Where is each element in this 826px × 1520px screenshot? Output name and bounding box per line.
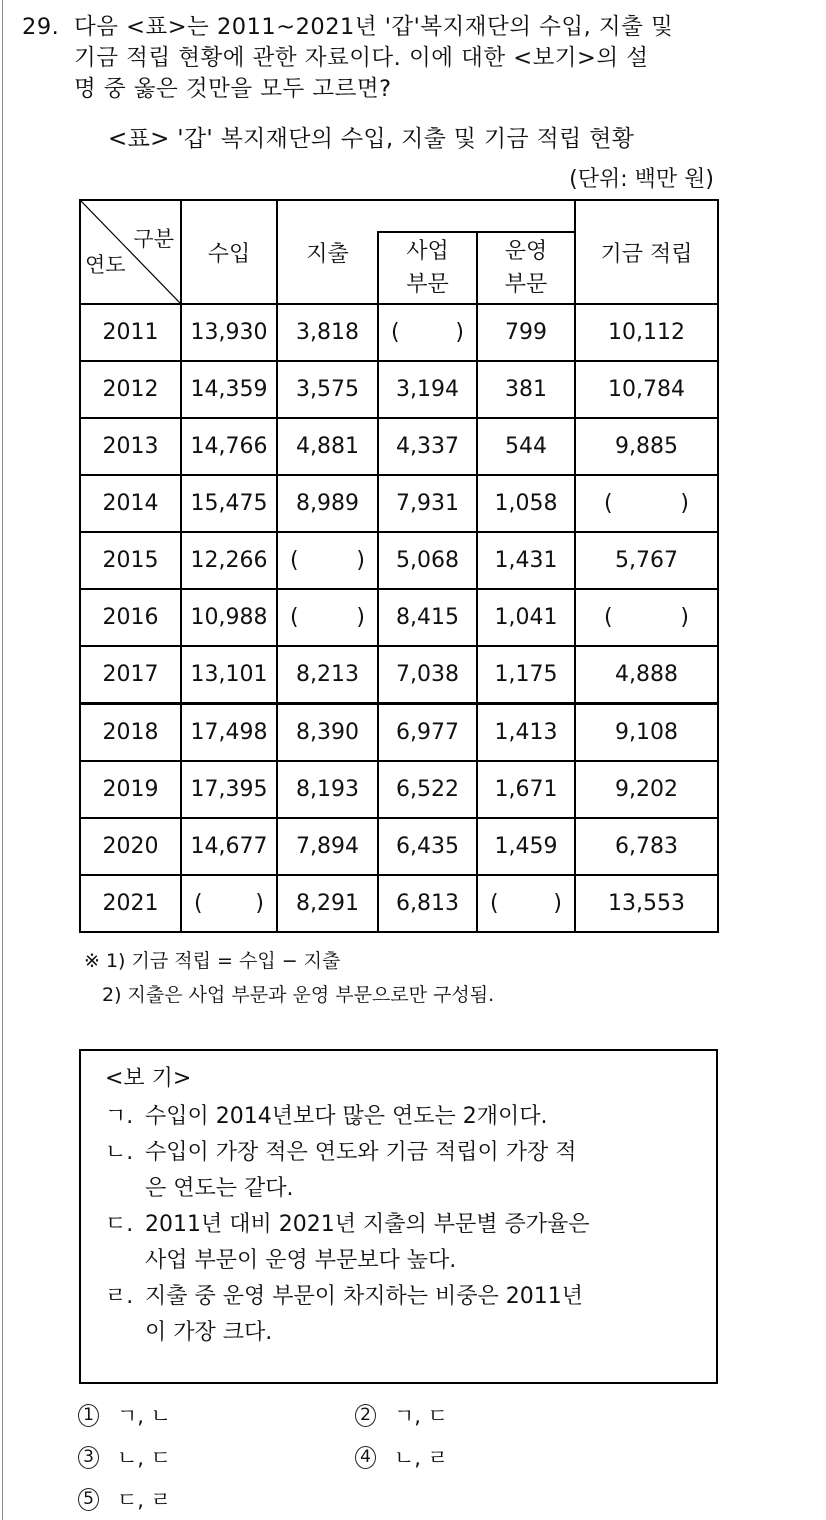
cell-year: 2015 bbox=[80, 532, 181, 589]
bogi-label: ㄹ. bbox=[105, 1284, 134, 1309]
cell-business: 6,522 bbox=[378, 761, 477, 818]
cell-expense: 8,291 bbox=[277, 875, 378, 932]
bogi-title: <보 기> bbox=[105, 1066, 192, 1091]
choice-number-circle: 4 bbox=[355, 1446, 376, 1469]
cell-income: 14,766 bbox=[181, 418, 277, 475]
cell-income: 17,498 bbox=[181, 704, 277, 762]
bogi-label: ㄷ. bbox=[105, 1212, 134, 1237]
cell-operation: 1,058 bbox=[477, 475, 575, 532]
cell-income-blank: ( ) bbox=[181, 875, 277, 932]
corner-category-label: 구분 bbox=[133, 227, 174, 251]
header-expense: 지출 bbox=[277, 200, 378, 304]
cell-operation: 381 bbox=[477, 361, 575, 418]
table-row bbox=[80, 589, 718, 646]
cell-business: 5,068 bbox=[378, 532, 477, 589]
table-row bbox=[80, 761, 718, 818]
cell-expense: 4,881 bbox=[277, 418, 378, 475]
cell-expense: 3,818 bbox=[277, 304, 378, 361]
cell-fund: 5,767 bbox=[575, 532, 718, 589]
cell-fund: 10,784 bbox=[575, 361, 718, 418]
cell-year: 2019 bbox=[80, 761, 181, 818]
cell-operation: 1,175 bbox=[477, 646, 575, 704]
header-operation: 운영 부문 bbox=[477, 232, 575, 304]
choice-number-circle: 3 bbox=[78, 1446, 99, 1469]
note-mark: ※ bbox=[84, 950, 100, 972]
cell-operation: 544 bbox=[477, 418, 575, 475]
cell-fund: 4,888 bbox=[575, 646, 718, 704]
choice-2[interactable]: 2 ㄱ, ㄷ bbox=[355, 1400, 448, 1430]
question-number: 29. bbox=[22, 14, 60, 40]
question-line-3: 명 중 옳은 것만을 모두 고르면? bbox=[74, 76, 392, 102]
table-title: <표> '갑' 복지재단의 수입, 지출 및 기금 적립 현황 bbox=[108, 126, 635, 152]
table-unit: (단위: 백만 원) bbox=[569, 167, 714, 192]
cell-income: 10,988 bbox=[181, 589, 277, 646]
cell-business: 7,931 bbox=[378, 475, 477, 532]
question-line-2: 기금 적립 현황에 관한 자료이다. 이에 대한 <보기>의 설 bbox=[74, 45, 649, 71]
note-1: ※ 1) 기금 적립 = 수입 − 지출 bbox=[84, 950, 341, 972]
data-table bbox=[79, 199, 719, 933]
cell-expense: 8,390 bbox=[277, 704, 378, 762]
cell-business: 8,415 bbox=[378, 589, 477, 646]
cell-fund-blank: ( ) bbox=[575, 475, 718, 532]
cell-year: 2021 bbox=[80, 875, 181, 932]
cell-business: 4,337 bbox=[378, 418, 477, 475]
note-2: 2) 지출은 사업 부문과 운영 부문으로만 구성됨. bbox=[102, 984, 495, 1006]
bogi-item-nieun: ㄴ. 수입이 가장 적은 연도와 기금 적립이 가장 적 은 연도는 같다. bbox=[105, 1135, 705, 1207]
cell-operation: 1,459 bbox=[477, 818, 575, 875]
cell-expense: 8,989 bbox=[277, 475, 378, 532]
cell-operation-blank: ( ) bbox=[477, 875, 575, 932]
cell-operation: 1,041 bbox=[477, 589, 575, 646]
cell-year: 2017 bbox=[80, 646, 181, 704]
cell-income: 14,359 bbox=[181, 361, 277, 418]
cell-income: 13,930 bbox=[181, 304, 277, 361]
table-notes bbox=[84, 944, 494, 1012]
bogi-items bbox=[105, 1099, 705, 1351]
choice-number-circle: 5 bbox=[78, 1488, 99, 1511]
bogi-label: ㄴ. bbox=[105, 1140, 134, 1165]
cell-business-blank: ( ) bbox=[378, 304, 477, 361]
choice-1[interactable]: 1 ㄱ, ㄴ bbox=[78, 1400, 171, 1430]
table-row bbox=[80, 304, 718, 361]
cell-operation: 1,413 bbox=[477, 704, 575, 762]
header-fund: 기금 적립 bbox=[575, 200, 718, 304]
cell-year: 2016 bbox=[80, 589, 181, 646]
cell-fund-blank: ( ) bbox=[575, 589, 718, 646]
cell-business: 6,435 bbox=[378, 818, 477, 875]
bogi-item-rieul: ㄹ. 지출 중 운영 부문이 차지하는 비중은 2011년 이 가장 크다. bbox=[105, 1279, 705, 1351]
cell-operation: 799 bbox=[477, 304, 575, 361]
cell-income: 14,677 bbox=[181, 818, 277, 875]
cell-operation: 1,431 bbox=[477, 532, 575, 589]
header-income: 수입 bbox=[181, 200, 277, 304]
choice-3[interactable]: 3 ㄴ, ㄷ bbox=[78, 1442, 171, 1472]
cell-expense: 8,213 bbox=[277, 646, 378, 704]
table-row bbox=[80, 475, 718, 532]
table-row bbox=[80, 818, 718, 875]
cell-business: 3,194 bbox=[378, 361, 477, 418]
cell-fund: 9,202 bbox=[575, 761, 718, 818]
header-business: 사업 부문 bbox=[378, 232, 477, 304]
cell-fund: 10,112 bbox=[575, 304, 718, 361]
choice-number-circle: 2 bbox=[355, 1404, 376, 1427]
cell-fund: 13,553 bbox=[575, 875, 718, 932]
cell-expense: 7,894 bbox=[277, 818, 378, 875]
cell-year: 2013 bbox=[80, 418, 181, 475]
cell-income: 15,475 bbox=[181, 475, 277, 532]
page-margin-rule bbox=[2, 0, 3, 1520]
bogi-box bbox=[79, 1049, 718, 1384]
cell-income: 13,101 bbox=[181, 646, 277, 704]
bogi-item-digeut: ㄷ. 2011년 대비 2021년 지출의 부문별 증가율은 사업 부문이 운영 부문보다 높다. bbox=[105, 1207, 705, 1279]
question-stem bbox=[22, 12, 802, 105]
choice-5[interactable]: 5 ㄷ, ㄹ bbox=[78, 1484, 171, 1514]
bogi-label: ㄱ. bbox=[105, 1104, 134, 1129]
cell-fund: 9,885 bbox=[575, 418, 718, 475]
table-row bbox=[80, 646, 718, 704]
cell-expense-blank: ( ) bbox=[277, 589, 378, 646]
cell-year: 2018 bbox=[80, 704, 181, 762]
cell-business: 7,038 bbox=[378, 646, 477, 704]
question-line-1: 29. 다음 <표>는 2011~2021년 '갑'복지재단의 수입, 지출 및 bbox=[22, 12, 802, 43]
choice-number-circle: 1 bbox=[78, 1404, 99, 1427]
table-row bbox=[80, 361, 718, 418]
bogi-item-giyeok: ㄱ. 수입이 2014년보다 많은 연도는 2개이다. bbox=[105, 1099, 705, 1135]
cell-business: 6,977 bbox=[378, 704, 477, 762]
header-expense-span bbox=[378, 200, 575, 232]
cell-year: 2011 bbox=[80, 304, 181, 361]
cell-expense-blank: ( ) bbox=[277, 532, 378, 589]
cell-year: 2012 bbox=[80, 361, 181, 418]
cell-fund: 9,108 bbox=[575, 704, 718, 762]
cell-operation: 1,671 bbox=[477, 761, 575, 818]
table-row bbox=[80, 418, 718, 475]
cell-expense: 8,193 bbox=[277, 761, 378, 818]
corner-year-label: 연도 bbox=[85, 253, 126, 277]
table-row bbox=[80, 875, 718, 932]
table-row bbox=[80, 704, 718, 762]
cell-fund: 6,783 bbox=[575, 818, 718, 875]
corner-header bbox=[80, 200, 181, 304]
cell-income: 17,395 bbox=[181, 761, 277, 818]
table-row bbox=[80, 532, 718, 589]
cell-income: 12,266 bbox=[181, 532, 277, 589]
cell-year: 2020 bbox=[80, 818, 181, 875]
choice-4[interactable]: 4 ㄴ, ㄹ bbox=[355, 1442, 448, 1472]
cell-expense: 3,575 bbox=[277, 361, 378, 418]
cell-year: 2014 bbox=[80, 475, 181, 532]
cell-business: 6,813 bbox=[378, 875, 477, 932]
